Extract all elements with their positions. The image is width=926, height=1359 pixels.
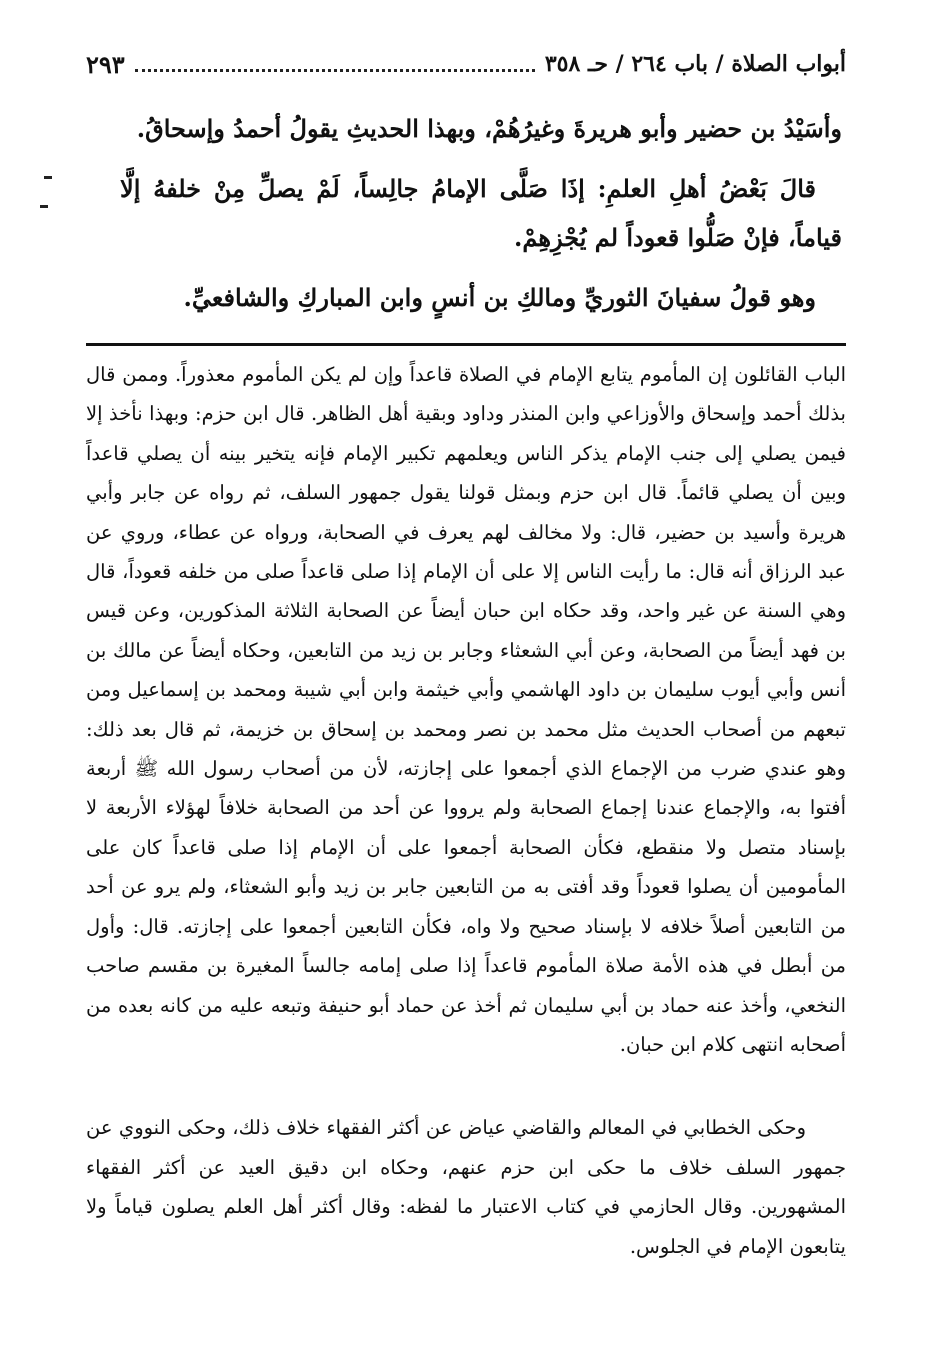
closing-paragraph-block [86,1108,846,1266]
hadith-line: وأسَيْدُ بن حضير وأبو هريرةَ وغيرُهُمْ، وبهذا الحديثِ يقولُ أحمدُ وإسحاقُ. [136,114,842,143]
hadith-line: قالَ بَعْضُ أهلِ العلمِ: إذَا صَلَّى الإمامُ جالِساً، لَمْ يصلِّ مِنْ خلفهُ إلَّا قياماً، فإنْ صَلُّوا قعوداً لم يُجْزِهِمْ. [120,174,842,252]
hadith-text [120,104,842,322]
hadith-line: وهو قولُ سفيانَ الثوريِّ ومالكِ بن أنسٍ وابن المباركِ والشافعيِّ. [183,283,816,312]
commentary-paragraph: الباب القائلون إن المأموم يتابع الإمام في الصلاة قاعداً وإن لم يكن المأموم معذوراً. وممن قال بذلك أحمد وإسحاق والأوزاعي وابن المنذر وداود وبقية أهل الظاهر. قال ابن حزم: وبهذا نأخذ إلا فيمن يصلي إلى جنب الإمام يذكر الناس ويعلمهم تكبير الإمام فإنه يتخير بينه أن يصلي قاعداً وبين أن يصلي قائماً. قال ابن حزم وبمثل قولنا يقول جمهور السلف، ثم رواه عن جابر وأبي هريرة وأسيد بن حضير، قال: ولا مخالف لهم يعرف في الصحابة، ورواه عن عطاء، وروي عن عبد الرزاق أنه قال: ما رأيت الناس إلا على أن الإمام إذا صلى قاعداً صلى من خلفه قعوداً، قال وهي السنة عن غير واحد، وقد حكاه ابن حبان أيضاً عن الصحابة الثلاثة المذكورين، وعن قيس بن فهد أيضاً من الصحابة، وعن أبي الشعثاء وجابر بن زيد من التابعين، وحكاه أيضاً عن مالك بن أنس وأبي أيوب سليمان بن داود الهاشمي وأبي خيثمة وابن أبي شيبة ومحمد بن إسماعيل ومن تبعهم من أصحاب الحديث مثل محمد بن نصر ومحمد بن إسحاق بن خزيمة، ثم قال بعد ذلك: وهو عندي ضرب من الإجماع الذي أجمعوا على إجازته، لأن من أصحاب رسول الله ﷺ أربعة أفتوا به، والإجماع عندنا إجماع الصحابة ولم يرووا عن أحد من الصحابة خلافاً لهؤلاء الأربعة لا بإسناد متصل ولا منقطع، فكأن الصحابة أجمعوا على أن الإمام إذا صلى قاعداً كان على المأمومين أن يصلوا قعوداً وقد أفتى به من التابعين جابر بن زيد وأبو الشعثاء، ولم يرو عن أحد من التابعين أصلاً خلافه لا بإسناد صحيح ولا واه، فكأن التابعين أجمعوا على إجازته. قال: وأول من أبطل في هذه الأمة صلاة المأموم قاعداً إذا صلى إمامه جالساً المغيرة بن مقسم صاحب النخعي، وأخذ عنه حماد بن أبي سليمان ثم أخذ عن حماد أبو حنيفة وتبعه عليه من كانه بعده من أصحابه انتهى كلام ابن حبان. [86,363,846,1056]
page-header [86,44,846,84]
margin-mark [44,176,52,179]
running-title: أبواب الصلاة / باب ٢٦٤ / حـ ٣٥٨ [544,51,846,77]
closing-paragraph: وحكى الخطابي في المعالم والقاضي عياض عن أكثر الفقهاء خلاف ذلك، وحكى النووي عن جمهور السلف خلاف ما حكى ابن حزم عنهم، وحكاه ابن دقيق العيد عن أكثر الفقهاء المشهورين. وقال الحازمي في كتاب الاعتبار ما لفظه: وقال أكثر أهل العلم يصلون قياماً ولا يتابعون الإمام في الجلوس. [86,1116,846,1258]
page-number: ٢٩٣ [86,49,125,79]
footnote-separator [86,343,846,346]
margin-mark [40,205,48,208]
commentary-block [86,355,846,1064]
dotted-leader [135,68,535,72]
